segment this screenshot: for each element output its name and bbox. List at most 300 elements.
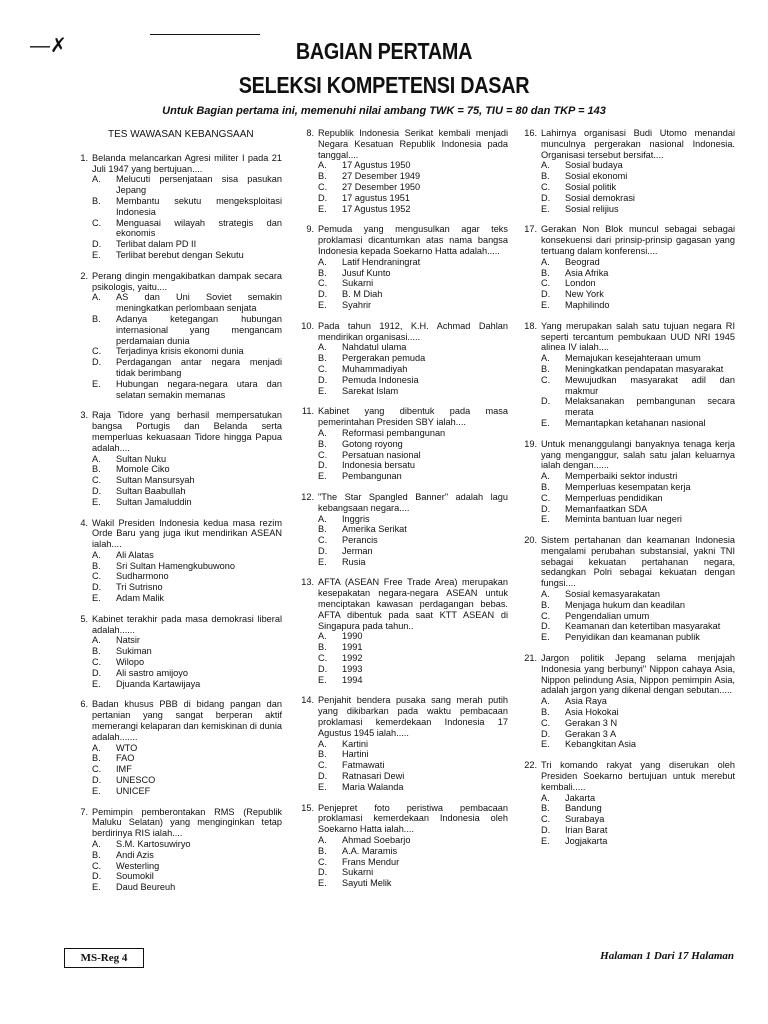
option-letter: C.	[541, 181, 551, 192]
question-item	[513, 224, 735, 310]
option-text: Jusuf Kunto	[342, 267, 391, 278]
answer-option	[541, 803, 735, 814]
answer-option	[92, 357, 282, 379]
option-letter: E.	[92, 496, 101, 507]
answer-option	[541, 825, 735, 836]
option-letter: A.	[541, 471, 550, 482]
option-letter: B.	[318, 171, 327, 182]
option-text: AS dan Uni Soviet semakin meningkatkan perlombaan senjata	[116, 292, 282, 314]
question-text: Kabinet yang dibentuk pada masa pemerintahan Presiden SBY ialah....	[318, 406, 508, 428]
answer-option	[92, 593, 282, 604]
option-letter: B.	[92, 195, 101, 206]
option-letter: C.	[92, 657, 102, 668]
option-letter: C.	[92, 346, 102, 357]
question-number: 18.	[524, 320, 537, 331]
option-text: Sukarni	[342, 278, 374, 289]
answer-option	[541, 257, 735, 268]
option-letter: E.	[318, 299, 327, 310]
option-letter: D.	[541, 825, 551, 836]
answer-option	[318, 524, 508, 535]
option-letter: C.	[541, 814, 551, 825]
option-letter: C.	[92, 475, 102, 486]
answer-option	[541, 396, 735, 418]
question-number: 21.	[524, 653, 537, 664]
option-text: WTO	[116, 742, 138, 753]
answer-options	[92, 454, 282, 508]
question-number: 4.	[80, 517, 88, 528]
answer-option	[541, 504, 735, 515]
answer-options	[318, 342, 508, 396]
answer-option	[92, 871, 282, 882]
answer-option	[541, 707, 735, 718]
question-item	[290, 224, 508, 310]
answer-option	[541, 589, 735, 600]
option-letter: B.	[541, 363, 550, 374]
option-letter: B.	[541, 803, 550, 814]
answer-option	[92, 646, 282, 657]
answer-option	[92, 497, 282, 508]
option-text: Memperbaiki sektor industri	[565, 471, 678, 482]
answer-option	[92, 218, 282, 240]
answer-option	[318, 642, 508, 653]
option-letter: C.	[318, 449, 328, 460]
answer-option	[92, 464, 282, 475]
answer-options	[92, 743, 282, 797]
option-letter: D.	[92, 582, 102, 593]
answer-option	[318, 460, 508, 471]
answer-option	[318, 439, 508, 450]
option-text: 27 Desember 1950	[342, 181, 421, 192]
answer-option	[541, 278, 735, 289]
question-item	[64, 518, 282, 604]
option-text: 17 agustus 1951	[342, 192, 410, 203]
answer-options	[318, 514, 508, 568]
answer-option	[541, 471, 735, 482]
answer-option	[92, 582, 282, 593]
question-number: 3.	[80, 410, 88, 421]
option-letter: C.	[92, 217, 102, 228]
answer-option	[92, 379, 282, 401]
answer-option	[541, 793, 735, 804]
option-letter: C.	[318, 856, 328, 867]
option-letter: E.	[318, 674, 327, 685]
option-text: Jerman	[342, 545, 373, 556]
option-letter: A.	[541, 353, 550, 364]
question-item	[64, 153, 282, 261]
question-text: Raja Tidore yang berhasil mempersatukan bangsa Portugis dan Belanda serta memperluas kekuasaan Tidore hingga Papua adalah....	[92, 410, 282, 453]
option-text: Sosial budaya	[565, 160, 623, 171]
question-text: Jargon politik Jepang selama menjajah Indonesia yang berbunyi" Nippon cahaya Asia, Nippon pelindung Asia, Nippon pemimpin Asia, adalah jargon yang dikenal dengan sebutan.....	[541, 653, 735, 696]
question-item	[290, 406, 508, 482]
question-item	[290, 803, 508, 889]
answer-option	[541, 632, 735, 643]
answer-option	[92, 561, 282, 572]
question-item	[64, 271, 282, 401]
option-letter: E.	[92, 378, 101, 389]
option-text: Wilopo	[116, 657, 145, 668]
question-number: 11.	[301, 406, 314, 417]
option-letter: B.	[92, 560, 101, 571]
option-letter: E.	[318, 385, 327, 396]
form-code: MS-Reg 4	[64, 948, 144, 968]
option-letter: A.	[318, 427, 327, 438]
option-letter: A.	[318, 738, 327, 749]
question-number: 9.	[306, 224, 314, 235]
option-letter: C.	[541, 717, 551, 728]
option-letter: E.	[92, 249, 101, 260]
answer-option	[92, 571, 282, 582]
option-text: 1993	[342, 663, 363, 674]
option-letter: D.	[92, 485, 102, 496]
answer-option	[318, 278, 508, 289]
question-item	[64, 699, 282, 796]
question-number: 6.	[80, 699, 88, 710]
question-number: 13.	[301, 577, 314, 588]
answer-option	[318, 664, 508, 675]
answer-option	[318, 514, 508, 525]
option-text: Hubungan negara-negara utara dan selatan semakin memanas	[116, 378, 282, 400]
option-letter: D.	[92, 239, 102, 250]
option-letter: D.	[541, 503, 551, 514]
option-letter: A.	[541, 792, 550, 803]
answer-option	[92, 668, 282, 679]
option-text: Memajukan kesejahteraan umum	[565, 353, 701, 364]
answer-option	[541, 171, 735, 182]
option-letter: D.	[318, 771, 328, 782]
answer-option	[318, 342, 508, 353]
answer-option	[541, 621, 735, 632]
option-text: Sosial relijius	[565, 203, 619, 214]
option-text: 1992	[342, 653, 363, 664]
option-letter: E.	[318, 203, 327, 214]
option-text: Gerakan 3 A	[565, 728, 617, 739]
answer-option	[318, 867, 508, 878]
question-item	[513, 535, 735, 643]
option-text: Syahrir	[342, 299, 372, 310]
answer-option	[541, 160, 735, 171]
option-letter: C.	[318, 653, 328, 664]
option-text: Bandung	[565, 803, 602, 814]
question-column-3	[513, 128, 735, 857]
option-text: Sultan Jamaluddin	[116, 496, 192, 507]
answer-option	[541, 375, 735, 397]
option-letter: D.	[92, 667, 102, 678]
answer-options	[541, 589, 735, 643]
answer-option	[541, 193, 735, 204]
option-text: Sosial politik	[565, 181, 617, 192]
answer-options	[92, 550, 282, 604]
option-text: Maria Walanda	[342, 781, 404, 792]
question-text: AFTA (ASEAN Free Trade Area) merupakan kesepakatan negara-negara ASEAN untuk menciptakan kawasan perdagangan bebas. AFTA dibentuk pada saat KTT ASEAN di Singapura pada tahun..	[318, 577, 508, 631]
question-text: Badan khusus PBB di bidang pangan dan pertanian yang sangat berperan aktif memerangi kelaparan dan kemiskinan di dunia adalah.......	[92, 699, 282, 742]
question-number: 7.	[80, 806, 88, 817]
answer-option	[318, 878, 508, 889]
answer-options	[92, 292, 282, 400]
question-number: 12.	[301, 491, 314, 502]
option-letter: E.	[541, 203, 550, 214]
option-text: Sayuti Melik	[342, 878, 392, 889]
option-text: New York	[565, 289, 604, 300]
question-number: 22.	[524, 760, 537, 771]
answer-option	[541, 611, 735, 622]
page-title: BAGIAN PERTAMA	[295, 38, 473, 64]
answer-options	[318, 160, 508, 214]
option-text: Latif Hendraningrat	[342, 256, 421, 267]
option-letter: E.	[92, 593, 101, 604]
option-letter: D.	[541, 192, 551, 203]
option-letter: A.	[92, 453, 101, 464]
option-text: Djuanda Kartawijaya	[116, 678, 201, 689]
option-text: Momole Ciko	[116, 464, 170, 475]
option-text: IMF	[116, 764, 132, 775]
answer-options	[92, 174, 282, 260]
option-letter: E.	[92, 785, 101, 796]
option-text: Inggris	[342, 513, 370, 524]
option-letter: E.	[318, 471, 327, 482]
question-number: 5.	[80, 613, 88, 624]
option-letter: D.	[541, 396, 551, 407]
option-letter: E.	[541, 299, 550, 310]
option-text: Sosial demokrasi	[565, 192, 635, 203]
option-letter: E.	[541, 739, 550, 750]
option-text: Meminta bantuan luar negeri	[565, 514, 682, 525]
answer-option	[318, 557, 508, 568]
option-text: Daud Beureuh	[116, 882, 176, 893]
option-letter: A.	[318, 256, 327, 267]
question-item	[513, 321, 735, 429]
option-letter: D.	[318, 374, 328, 385]
answer-option	[541, 204, 735, 215]
question-number: 14.	[301, 695, 314, 706]
option-letter: B.	[541, 267, 550, 278]
question-number: 20.	[524, 535, 537, 546]
option-text: Sultan Mansursyah	[116, 475, 195, 486]
question-item	[290, 695, 508, 792]
option-letter: A.	[92, 635, 101, 646]
question-text: Gerakan Non Blok muncul sebagai sebagai konsekuensi dari prinsip-prinsip gagasan yang tertuang dalam konferensi....	[541, 224, 735, 256]
option-letter: E.	[318, 878, 327, 889]
option-text: Mewujudkan masyarakat adil dan makmur	[565, 374, 735, 396]
option-letter: B.	[318, 438, 327, 449]
answer-options	[92, 635, 282, 689]
answer-option	[92, 196, 282, 218]
question-item	[513, 760, 735, 846]
option-text: Penyidikan dan keamanan publik	[565, 632, 700, 643]
option-text: Tri Sutrisno	[116, 582, 163, 593]
option-letter: A.	[318, 160, 327, 171]
option-text: Sosial kemasyarakatan	[565, 589, 660, 600]
answer-option	[318, 268, 508, 279]
option-text: Ali sastro amijoyo	[116, 667, 188, 678]
option-text: Gerakan 3 N	[565, 717, 618, 728]
option-text: 17 Agustus 1950	[342, 160, 411, 171]
answer-option	[318, 204, 508, 215]
option-text: Surabaya	[565, 814, 605, 825]
answer-option	[541, 696, 735, 707]
question-text: Sistem pertahanan dan keamanan Indonesia mengalami perubahan substansial, yakni TNI sebagai kekuatan pertahanan negara, sedangkan Polri sebagai kekuatan dengan fungsi....	[541, 535, 735, 589]
option-letter: E.	[541, 632, 550, 643]
question-text: Yang merupakan salah satu tujuan negara RI seperti tercantum pembukaan UUD NRI 1945 alinea IV ialah....	[541, 320, 735, 353]
option-letter: B.	[541, 599, 550, 610]
option-text: Sultan Nuku	[116, 453, 167, 464]
answer-option	[318, 257, 508, 268]
answer-option	[318, 749, 508, 760]
option-letter: A.	[92, 549, 101, 560]
answer-option	[541, 268, 735, 279]
option-text: London	[565, 278, 596, 289]
answer-options	[541, 793, 735, 847]
answer-option	[318, 771, 508, 782]
page-number: Halaman 1 Dari 17 Halaman	[600, 950, 734, 962]
answer-option	[541, 182, 735, 193]
answer-options	[92, 839, 282, 893]
answer-option	[318, 653, 508, 664]
option-letter: C.	[318, 363, 328, 374]
option-letter: B.	[318, 267, 327, 278]
answer-option	[318, 300, 508, 311]
option-letter: C.	[541, 610, 551, 621]
option-letter: E.	[92, 882, 101, 893]
question-number: 15.	[301, 802, 314, 813]
option-text: 1990	[342, 631, 363, 642]
threshold-note: Untuk Bagian pertama ini, memenuhi nilai ambang TWK = 75, TIU = 80 dan TKP = 143	[162, 105, 606, 117]
option-letter: B.	[92, 753, 101, 764]
answer-option	[318, 471, 508, 482]
answer-options	[318, 428, 508, 482]
answer-option	[92, 861, 282, 872]
answer-option	[318, 171, 508, 182]
answer-option	[92, 743, 282, 754]
option-letter: C.	[541, 278, 551, 289]
answer-option	[541, 836, 735, 847]
option-text: Sudharmono	[116, 571, 169, 582]
question-text: Penjahit bendera pusaka sang merah putih yang dikibarkan pada waktu pembacaan proklamasi kemerdekaan Indonesia 17 Agustus 1945 ialah.....	[318, 695, 508, 738]
option-letter: D.	[318, 663, 328, 674]
option-text: Fatmawati	[342, 760, 385, 771]
option-letter: C.	[318, 181, 328, 192]
answer-option	[541, 353, 735, 364]
question-text: Lahirnya organisasi Budi Utomo menandai munculnya pergerakan nasional Indonesia. Organisasi tersebut bersifat....	[541, 128, 735, 160]
option-text: Westerling	[116, 860, 160, 871]
answer-option	[92, 679, 282, 690]
option-text: Persatuan nasional	[342, 449, 421, 460]
question-item	[290, 128, 508, 214]
answer-option	[541, 514, 735, 525]
answer-option	[318, 428, 508, 439]
page-subtitle-title: SELEKSI KOMPETENSI DASAR	[238, 72, 530, 98]
question-number: 10.	[301, 320, 314, 331]
option-text: Indonesia bersatu	[342, 460, 416, 471]
option-text: Sri Sultan Hamengkubuwono	[116, 560, 235, 571]
answer-option	[318, 375, 508, 386]
option-text: Pembangunan	[342, 471, 402, 482]
option-letter: A.	[541, 696, 550, 707]
option-text: 17 Agustus 1952	[342, 203, 411, 214]
option-letter: B.	[92, 313, 101, 324]
option-letter: A.	[318, 835, 327, 846]
answer-option	[541, 289, 735, 300]
option-text: FAO	[116, 753, 135, 764]
answer-option	[318, 182, 508, 193]
option-text: Melaksanakan pembangunan secara merata	[565, 396, 735, 418]
option-text: Sukiman	[116, 646, 152, 657]
option-text: Soumokil	[116, 871, 154, 882]
question-item	[513, 439, 735, 525]
answer-option	[318, 160, 508, 171]
answer-option	[318, 289, 508, 300]
option-text: Hartini	[342, 749, 369, 760]
option-letter: D.	[318, 545, 328, 556]
question-column-1	[64, 128, 282, 903]
option-letter: D.	[318, 460, 328, 471]
question-column-2	[290, 128, 508, 899]
option-letter: D.	[92, 871, 102, 882]
answer-option	[318, 631, 508, 642]
option-text: Pergerakan pemuda	[342, 353, 426, 364]
question-number: 2.	[80, 270, 88, 281]
option-letter: B.	[92, 464, 101, 475]
option-text: Adam Malik	[116, 593, 164, 604]
option-letter: B.	[92, 849, 101, 860]
option-text: Menjaga hukum dan keadilan	[565, 599, 686, 610]
option-text: Terjadinya krisis ekonomi dunia	[116, 346, 244, 357]
option-text: A.A. Maramis	[342, 845, 398, 856]
handwritten-mark: —✗	[30, 35, 67, 57]
option-text: Asia Afrika	[565, 267, 609, 278]
question-item	[290, 577, 508, 685]
option-text: Irian Barat	[565, 825, 608, 836]
option-text: 1991	[342, 642, 363, 653]
answer-option	[92, 775, 282, 786]
option-text: Nahdatul ulama	[342, 342, 407, 353]
answer-option	[92, 657, 282, 668]
option-text: Kebangkitan Asia	[565, 739, 637, 750]
option-letter: C.	[318, 760, 328, 771]
answer-option	[318, 782, 508, 793]
question-item	[64, 410, 282, 507]
option-text: Meningkatkan pendapatan masyarakat	[565, 363, 724, 374]
option-letter: B.	[318, 642, 327, 653]
question-number: 1.	[80, 152, 88, 163]
question-number: 16.	[524, 128, 537, 138]
option-letter: C.	[92, 860, 102, 871]
option-letter: D.	[318, 192, 328, 203]
option-text: Gotong royong	[342, 438, 403, 449]
option-letter: A.	[92, 292, 101, 303]
option-letter: D.	[541, 289, 551, 300]
option-letter: B.	[92, 646, 101, 657]
option-letter: A.	[92, 174, 101, 185]
option-text: Memanfaatkan SDA	[565, 503, 648, 514]
answer-options	[318, 631, 508, 685]
answer-options	[541, 696, 735, 750]
question-text: Untuk menanggulangi banyaknya tenaga kerja yang menganggur, salah satu jalan keluarnya ialah dengan......	[541, 438, 735, 471]
option-text: Sukarni	[342, 867, 374, 878]
option-letter: A.	[92, 839, 101, 850]
question-text: Perang dingin mengakibatkan dampak secara psikologis, yaitu....	[92, 270, 282, 292]
option-text: B. M Diah	[342, 289, 383, 300]
option-text: Membantu sekutu mengeksploitasi Indonesia	[116, 195, 282, 217]
option-text: Memantapkan ketahanan nasional	[565, 417, 706, 428]
answer-option	[318, 193, 508, 204]
answer-option	[92, 346, 282, 357]
answer-option	[318, 846, 508, 857]
question-text: Wakil Presiden Indonesia kedua masa rezim Orde Baru yang juga ikut mendirikan ASEAN ialah....	[92, 517, 282, 550]
question-text: Penjepret foto peristiwa pembacaan proklamasi kemerdekaan Indonesia oleh Soekarno Hatta ialah....	[318, 802, 508, 835]
option-text: Ratnasari Dewi	[342, 771, 405, 782]
option-text: 27 Desember 1949	[342, 171, 421, 182]
option-letter: A.	[318, 342, 327, 353]
